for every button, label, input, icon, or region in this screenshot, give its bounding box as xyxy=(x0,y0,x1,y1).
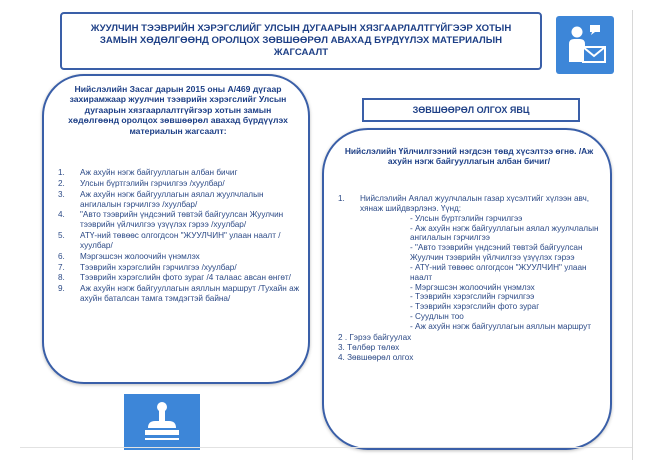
process-subitem: - Улсын бүртгэлийн гэрчилгээ xyxy=(410,213,523,223)
list-item-text: Тээврийн хэрэгслийн гэрчилгээ /хуулбар/ xyxy=(80,262,237,272)
required-documents-heading: Нийслэлийн Засаг дарын 2015 оны А/469 дүгаар захирамжаар жуулчин тээврийн хэрэгслийг Улсын дугаарын хязгаарлалтгүйгээр хотын замын хөдөлгөөнд оролцох зөвшөөрөл авахад бүрдүүлэх материалын жагсаалт: xyxy=(68,84,288,136)
list-item-number: 6. xyxy=(58,251,65,261)
list-item-number: 5. xyxy=(58,231,65,241)
list-item-number: 2. xyxy=(58,178,65,188)
process-steps xyxy=(338,194,602,364)
list-item xyxy=(58,273,304,283)
process-subitem: - АТҮ-ний төвөөс олгогдсон "ЖУУЛЧИН" улаан наалт xyxy=(410,262,587,282)
process-subitem: - "Авто тээврийн үндсэний төвтэй байгуулсан Жуулчин тээврийн үйлчилгээ үзүүлэх гэрээ xyxy=(410,243,583,263)
process-step-1-text: Нийслэлийн Аялал жуулчлалын газар хүсэлтийг хүлээн авч, хянаж шийдвэрлэнэ. Үүнд: xyxy=(360,194,590,213)
process-step-1-number: 1. xyxy=(338,194,345,203)
stamp-icon-graphic xyxy=(124,394,200,450)
list-item-text: Аж ахуйн нэгж байгууллагын аялал жуулчлалын ангилалын гэрчилгээ /хуулбар/ xyxy=(80,189,264,209)
list-item xyxy=(58,179,304,189)
list-item-text: Аж ахуйн нэгж байгууллагын албан бичиг xyxy=(80,168,238,177)
process-step: 3. Төлбөр төлөх xyxy=(338,343,400,353)
list-item-number: 8. xyxy=(58,273,65,283)
process-step: 2 . Гэрээ байгуулах xyxy=(338,332,412,342)
process-title: ЗӨВШӨӨРӨЛ ОЛГОХ ЯВЦ xyxy=(362,98,580,122)
list-item-text: Мэргэшсэн жолоочийн үнэмлэх xyxy=(80,251,200,261)
person-mail-icon xyxy=(556,16,614,74)
list-item xyxy=(58,168,304,178)
slide-edge-divider xyxy=(632,10,633,460)
process-step: 4. Зөвшөөрөл олгох xyxy=(338,353,414,363)
list-item-number: 9. xyxy=(58,284,65,294)
process-step-1-subitems xyxy=(410,214,602,332)
list-item-text: Улсын бүртгэлийн гэрчилгээ /хуулбар/ xyxy=(80,178,225,188)
process-subitem: - Тээврийн хэрэгслийн фото зураг xyxy=(410,302,540,312)
process-subitem: - Суудлын тоо xyxy=(410,312,464,322)
list-item-number: 1. xyxy=(58,168,65,177)
list-item xyxy=(58,210,304,230)
slide-bottom-divider xyxy=(20,447,632,448)
process-subitem: - Аж ахуйн нэгж байгууллагын аялал жуулчлалын ангилалын гэрчилгээ xyxy=(410,223,599,243)
list-item-text: Тээврийн хэрэгслийн фото зураг /4 талаас авсан өнгөт/ xyxy=(80,273,291,283)
required-documents-list xyxy=(58,168,304,305)
page-title: ЖУУЛЧИН ТЭЭВРИЙН ХЭРЭГСЛИЙГ УЛСЫН ДУГААРЫН ХЯЗГААРЛАЛТГҮЙГЭЭР ХОТЫН ЗАМЫН ХӨДӨЛГӨӨНД ОРОЛЦОХ ЗӨВШӨӨРӨЛ АВАХАД БҮРДҮҮЛЭХ МАТЕРИАЛЫН ЖАГСААЛТ xyxy=(90,23,512,58)
process-heading: Нийслэлийн Үйлчилгээний нэгдсэн төвд хүсэлтээ өгнө. /Аж ахуйн нэгж байгууллагын албан бичиг/ xyxy=(344,146,594,167)
stamp-icon xyxy=(124,394,200,450)
list-item-text: "Авто тээврийн үндсэний төвтэй байгуулсан Жуулчин тээврийн үйлчилгээ үзүүлэх гэрээ /хуулбар/ xyxy=(80,210,284,230)
list-item xyxy=(58,190,304,210)
list-item-number: 7. xyxy=(58,262,65,272)
process-step-1 xyxy=(338,194,602,214)
required-documents-card xyxy=(42,74,310,384)
process-subitem: - Тээврийн хэрэгслийн гэрчилгээ xyxy=(410,292,535,302)
list-item xyxy=(58,231,304,251)
list-item xyxy=(58,263,304,273)
list-item-number: 3. xyxy=(58,189,65,199)
list-item-number: 4. xyxy=(58,210,65,220)
process-card xyxy=(322,128,612,450)
page-title-box xyxy=(60,12,542,70)
list-item-text: АТҮ-ний төвөөс олгогдсон "ЖУУЛЧИН" улаан наалт /хуулбар/ xyxy=(80,231,281,250)
process-subitem: - Мэргэшсэн жолоочийн үнэмлэх xyxy=(410,282,535,292)
process-remaining-steps xyxy=(338,333,602,364)
list-item-text: Аж ахуйн нэгж байгууллагын аяллын маршрут /Тухайн аж ахуйн баталсан тамга тэмдэгтэй байна/ xyxy=(80,284,300,304)
list-item xyxy=(58,252,304,262)
process-subitem: - Аж ахуйн нэгж байгууллагын аяллын маршрут xyxy=(410,321,591,331)
list-item xyxy=(58,284,304,304)
person-mail-icon-graphic xyxy=(556,16,614,74)
